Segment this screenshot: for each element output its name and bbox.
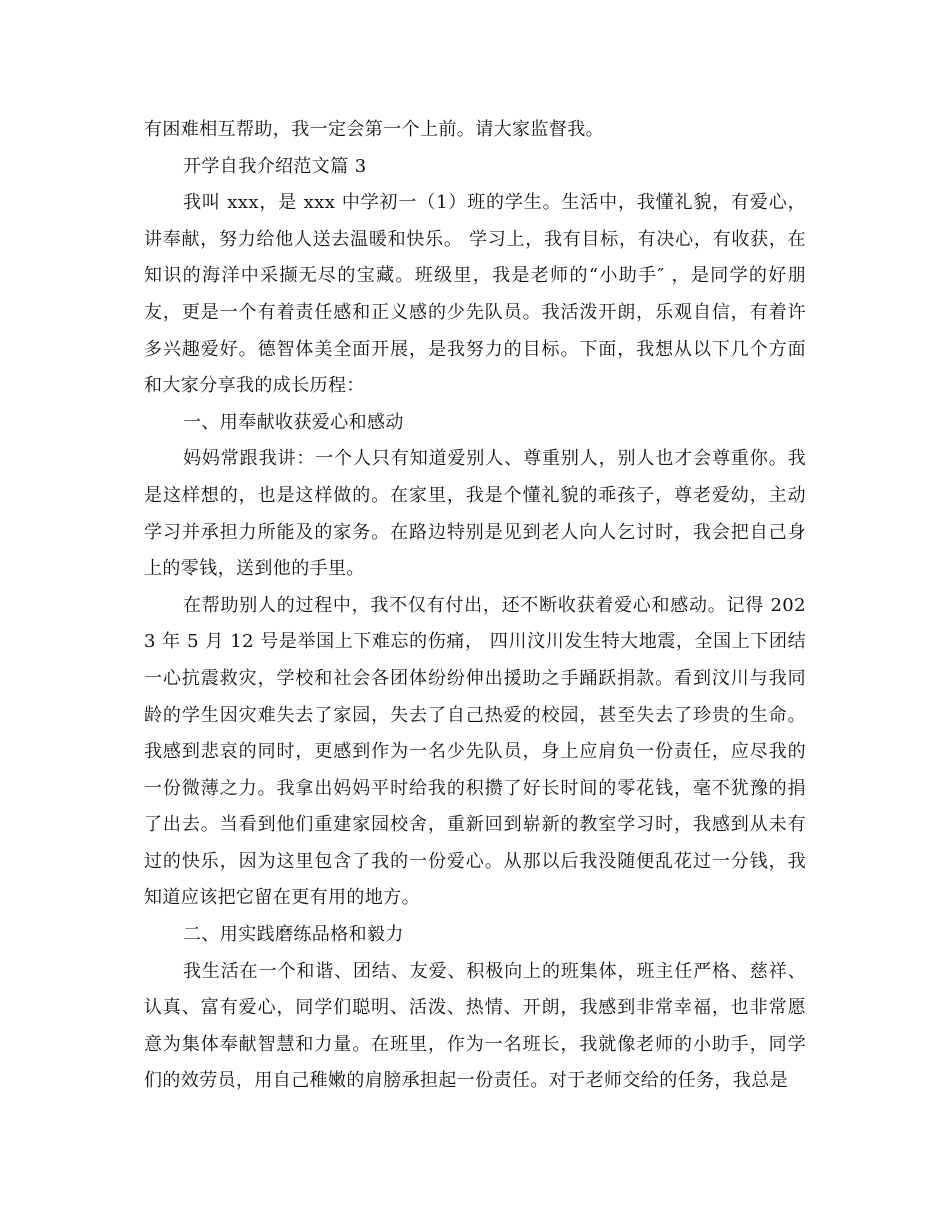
section-title: 开学自我介绍范文篇 3 bbox=[183, 155, 367, 177]
paragraph-mother: 妈妈常跟我讲：一个人只有知道爱别人、尊重别人，别人也才会尊重你。我是这样想的，也是这样做的。在家里，我是个懂礼貌的乖孩子，尊老爱幼，主动学习并承担力所能及的家务。在路边特别是见到老人向人乞讨时，我会把自己身上的零钱，送到他的手里。 bbox=[144, 448, 806, 580]
paragraph-earthquake: 在帮助别人的过程中，我不仅有付出，还不断收获着爱心和感动。记得 2023 年 5 月 12 号是举国上下难忘的伤痛， 四川汶川发生特大地震，全国上下团结一心抗震救灾，学校和社会各团体纷纷伸出援助之手踊跃捐款。看到汶川与我同龄的学生因灾难失去了家园，失去了自己热爱的校园，甚至失去了珍贵的生命。我感到悲哀的同时，更感到作为一名少先队员，身上应肩负一份责任，应尽我的一份微薄之力。我拿出妈妈平时给我的积攒了好长时间的零花钱，毫不犹豫的捐了出去。当看到他们重建家园校舍，重新回到崭新的教室学习时，我感到从未有过的快乐，因为这里包含了我的一份爱心。从那以后我没随便乱花过一分钱，我知道应该把它留在更有用的地方。 bbox=[144, 594, 806, 909]
heading-two: 二、用实践磨练品格和毅力 bbox=[183, 924, 404, 946]
paragraph-continuation: 有困难相互帮助，我一定会第一个上前。请大家监督我。 bbox=[144, 119, 604, 140]
paragraph-class: 我生活在一个和谐、团结、友爱、积极向上的班集体，班主任严格、慈祥、认真、富有爱心，同学们聪明、活泼、热情、开朗，我感到非常幸福，也非常愿意为集体奉献智慧和力量。在班里，作为一名班长，我就像老师的小助手，同学们的效劳员，用自己稚嫩的肩膀承担起一份责任。对于老师交给的任务，我总是 bbox=[144, 960, 806, 1092]
heading-one: 一、用奉献收获爱心和感动 bbox=[183, 411, 404, 433]
document-body bbox=[144, 112, 806, 1100]
paragraph-intro: 我叫 xxx，是 xxx 中学初一（1）班的学生。生活中，我懂礼貌，有爱心，讲奉献，努力给他人送去温暖和快乐。 学习上，我有目标，有决心，有收获，在知识的海洋中采撷无尽的宝藏。班级里，我是老师的“小助手″ ，是同学的好朋友，更是一个有着责任感和正义感的少先队员。我活泼开朗，乐观自信，有着许多兴趣爱好。德智体美全面开展，是我努力的目标。下面，我想从以下几个方面和大家分享我的成长历程： bbox=[144, 192, 806, 397]
